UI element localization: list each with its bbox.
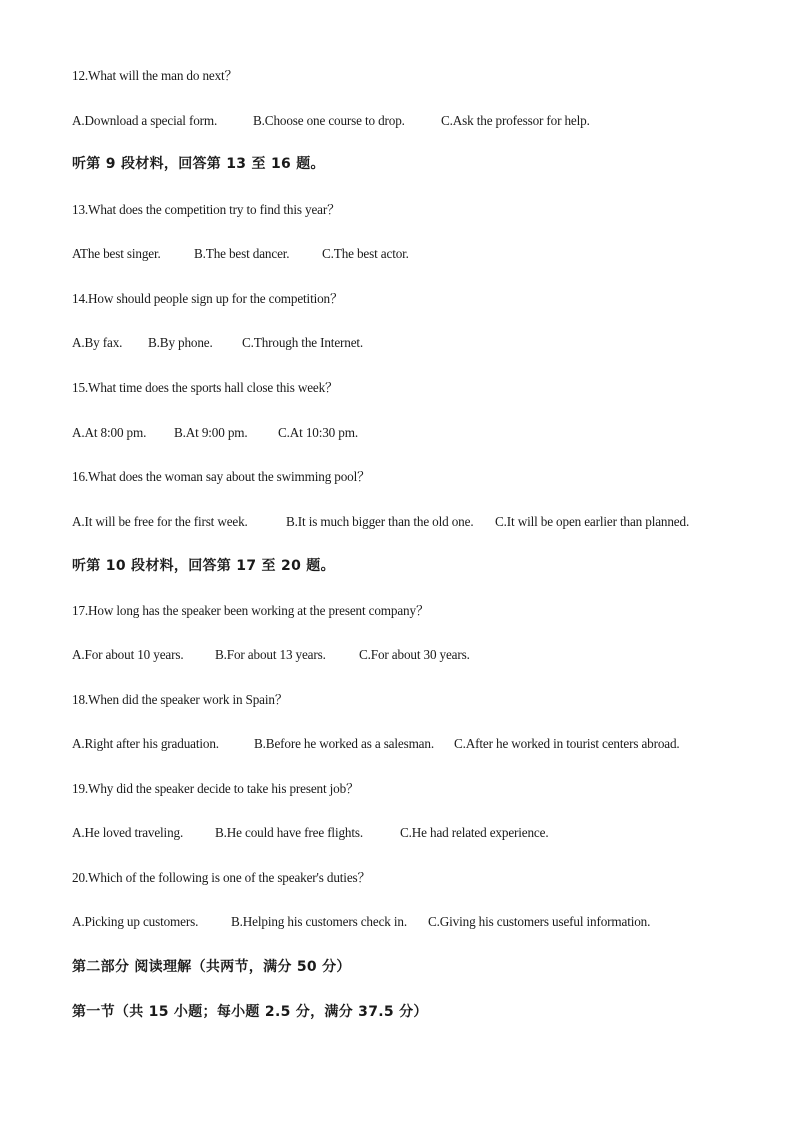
option-13-b: B.The best dancer. xyxy=(194,246,290,261)
option-14-b: B.By phone. xyxy=(148,335,213,350)
options-13 xyxy=(72,246,409,262)
options-18 xyxy=(72,736,680,752)
question-13: 13.What does the competition try to find this year？ xyxy=(72,202,341,217)
option-18-a: A.Right after his graduation. xyxy=(72,736,219,751)
option-16-a: A.It will be free for the first week. xyxy=(72,514,248,529)
section-10-heading: 听第 10 段材料，回答第 17 至 20 题。 xyxy=(72,558,335,574)
option-15-b: B.At 9:00 pm. xyxy=(174,425,248,440)
option-13-a: AThe best singer. xyxy=(72,246,161,261)
option-15-a: A.At 8:00 pm. xyxy=(72,425,147,440)
option-19-a: A.He loved traveling. xyxy=(72,825,184,840)
options-14 xyxy=(72,335,363,351)
option-17-a: A.For about 10 years. xyxy=(72,647,184,662)
option-20-b: B.Helping his customers check in. xyxy=(231,914,407,929)
option-19-b: B.He could have free flights. xyxy=(215,825,363,840)
options-12 xyxy=(72,113,590,129)
option-14-c: C.Through the Internet. xyxy=(242,335,364,350)
part-2-section-1-heading: 第一节（共 15 小题；每小题 2.5 分，满分 37.5 分） xyxy=(72,1004,428,1020)
options-16 xyxy=(72,514,689,530)
option-17-c: C.For about 30 years. xyxy=(359,647,470,662)
question-18: 18.When did the speaker work in Spain？ xyxy=(72,692,288,707)
options-20 xyxy=(72,914,650,930)
section-9-heading: 听第 9 段材料，回答第 13 至 16 题。 xyxy=(72,156,325,172)
question-20: 20.Which of the following is one of the speaker's duties？ xyxy=(72,870,371,885)
options-15 xyxy=(72,425,358,441)
question-12: 12.What will the man do next？ xyxy=(72,68,238,83)
options-17 xyxy=(72,647,470,663)
option-12-b: B.Choose one course to drop. xyxy=(253,113,405,128)
option-18-c: C.After he worked in tourist centers abroad. xyxy=(454,736,680,751)
option-20-c: C.Giving his customers useful information. xyxy=(428,914,651,929)
option-17-b: B.For about 13 years. xyxy=(215,647,326,662)
option-13-c: C.The best actor. xyxy=(322,246,409,261)
option-15-c: C.At 10:30 pm. xyxy=(278,425,358,440)
part-2-heading: 第二部分 阅读理解（共两节，满分 50 分） xyxy=(72,959,351,975)
option-12-a: A.Download a special form. xyxy=(72,113,218,128)
option-18-b: B.Before he worked as a salesman. xyxy=(254,736,434,751)
option-20-a: A.Picking up customers. xyxy=(72,914,199,929)
option-14-a: A.By fax. xyxy=(72,335,123,350)
option-16-c: C.It will be open earlier than planned. xyxy=(495,514,690,529)
option-12-c: C.Ask the professor for help. xyxy=(441,113,590,128)
question-19: 19.Why did the speaker decide to take his present job？ xyxy=(72,781,360,796)
question-15: 15.What time does the sports hall close this week？ xyxy=(72,380,339,395)
question-17: 17.How long has the speaker been working at the present company？ xyxy=(72,603,429,618)
question-16: 16.What does the woman say about the swimming pool？ xyxy=(72,469,371,484)
option-19-c: C.He had related experience. xyxy=(400,825,549,840)
options-19 xyxy=(72,825,548,841)
question-14: 14.How should people sign up for the competition？ xyxy=(72,291,344,306)
option-16-b: B.It is much bigger than the old one. xyxy=(286,514,474,529)
